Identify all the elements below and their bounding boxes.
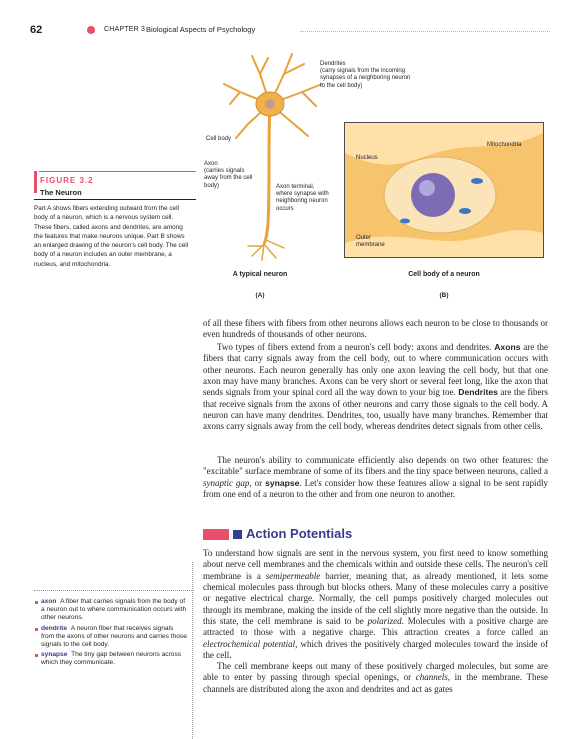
- paragraph-5-text-b: , in the membrane. These channels are distributed along the axon and dendrites and act as gates: [203, 672, 548, 694]
- section-accent-block: [203, 529, 229, 540]
- header-divider: [300, 31, 550, 32]
- paragraph-3-text-b: , or: [249, 477, 266, 488]
- section-bullet-icon: [233, 530, 242, 539]
- glossary-term: synapse: [41, 651, 68, 659]
- running-header: [30, 24, 550, 38]
- paragraph-4-text-b: barrier, meaning that, as already mentioned, it lets some chemical molecules pass through but blocks others. Many of these molecules carry a positive or negative electrical charge. Normally, the cell pumps positively charged molecules out through its membrane, making the inside of the cell slightly more negative than the outside. In this state, the cell membrane is said to be: [203, 570, 548, 627]
- label-axon-terminal-note: where synapse with neighboring neuron occurs: [276, 191, 329, 212]
- figure-caption-text: Part A shows fibers extending outward from the cell body of a neuron, which is a nervous system cell. These fibers, called axons and dendrites, are among the features that make neurons unique. Part B shows an enlarged drawing of the neuron's cell body. The cell body of a neuron includes an outer membrane, a nucleus, and mitochondria.: [34, 205, 189, 268]
- glossary-term: dendrite: [41, 624, 68, 632]
- figure-top-rule: [39, 171, 196, 172]
- paragraph-2: [203, 342, 548, 433]
- glossary-term: axon: [41, 598, 57, 605]
- paragraph-4-text-d: , which drives the positively charged molecules toward the inside of the cell.: [203, 638, 548, 661]
- glossary-definition: The tiny gap between neurons across which they communicate.: [41, 651, 182, 667]
- panel-b-letter: (B): [439, 292, 449, 299]
- figure-label: FIGURE 3.2: [40, 176, 94, 185]
- figure-title-rule: [34, 199, 196, 200]
- glossary-item: [35, 598, 187, 623]
- label-outer-membrane: Outer membrane: [356, 235, 385, 249]
- neuron-illustration: [200, 44, 340, 274]
- paragraph-4: [203, 548, 548, 661]
- chapter-title: Biological Aspects of Psychology: [146, 25, 256, 34]
- paragraph-2-text-c: are the fibers that receive signals from the axons of other neurons and carry those signals to the cell body. A neuron can have many dendrites. Dendrites, too, usually have many branches. Remember that axons carry signals away from the cell body, whereas dendrites detect signals from other cells.: [203, 387, 548, 432]
- glossary-top-rule: [34, 590, 194, 591]
- section-title: Action Potentials: [246, 526, 353, 541]
- figure-panel-b: [344, 122, 544, 300]
- term-axons: Axons: [494, 342, 521, 352]
- page-number: 62: [30, 24, 43, 36]
- glossary-side-rule: [192, 562, 193, 739]
- term-electrochemical-potential: electrochemical potential: [203, 638, 296, 649]
- paragraph-5: [203, 661, 548, 695]
- figure-title: The Neuron: [40, 188, 82, 197]
- header-bullet-icon: [87, 26, 95, 34]
- paragraph-3-text-a: The neuron's ability to communicate efficiently also depends on two other features: the "excitable" surface membrane of some of its fibers and the tiny space between neurons, called a: [203, 455, 548, 477]
- term-dendrites: Dendrites: [458, 387, 498, 398]
- label-mitochondria: Mitochondria: [487, 142, 522, 148]
- glossary-definition: A neuron fiber that receives signals from the axons of other neurons and carries those signals to the cell body.: [41, 624, 187, 649]
- paragraph-3: [203, 455, 548, 500]
- glossary-item: [35, 651, 187, 667]
- paragraph-5-text-a: The cell membrane keeps out many of these positively charged molecules, but some are able to enter by passing through special openings, or: [203, 661, 548, 683]
- panel-a-letter: (A): [255, 292, 265, 299]
- label-dendrites-note: (carry signals from the incoming synapses of a neighboring neuron to the cell body): [320, 68, 411, 89]
- margin-glossary: [35, 598, 187, 670]
- paragraph-2-text-a: Two types of fibers extend from a neuron's cell body: axons and dendrites.: [217, 342, 495, 352]
- term-synaptic-gap: synaptic gap: [203, 477, 250, 488]
- paragraph-2-text-b: are the fibers that carry signals away from the cell body, out to where communication occurs with other neurons. Each neuron generally has only one axon leaving the cell body, but that one axon may have many branches. Axons can be very short or several feet long, like the axon that sends signals from your spinal cord all the way down to your big toe.: [203, 342, 549, 398]
- label-cell-body: Cell body: [206, 136, 232, 142]
- figure-accent-bar: [34, 171, 37, 193]
- label-axon-terminal: Axon terminal,: [276, 184, 315, 190]
- panel-a-caption: A typical neuron: [232, 271, 288, 278]
- label-nucleus: Nucleus: [356, 155, 378, 161]
- label-dendrites: Dendrites: [320, 61, 346, 67]
- label-axon-note: (carries signals away from the cell body): [204, 168, 253, 189]
- label-axon: Axon: [204, 161, 218, 167]
- paragraph-4-text-a: To understand how signals are sent in the nervous system, you first need to know something about nerve cell membranes and the chemicals within and outside these cells. The neuron's cell membrane is a: [203, 548, 548, 581]
- panel-b-caption: Cell body of a neuron: [408, 271, 480, 278]
- chapter-label: CHAPTER 3: [104, 26, 146, 33]
- paragraph-3-text-c: . Let's consider how these features allow a signal to be sent rapidly from one end of a neuron to the other and from one neuron to another.: [203, 477, 548, 500]
- glossary-item: [35, 625, 187, 650]
- paragraph-1: of all these fibers with fibers from other neurons allows each neuron to be close to thousands or even hundreds of thousands of other neurons.: [203, 318, 548, 340]
- paragraph-4-text-c: . Molecules with a positive charge are attracted to those with a negative charge. This attraction creates a force called an: [203, 616, 548, 638]
- term-channels: channels: [415, 672, 448, 683]
- term-polarized: polarized: [367, 616, 402, 627]
- section-heading: [203, 527, 548, 543]
- term-semipermeable: semipermeable: [265, 570, 321, 581]
- glossary-definition: A fiber that carries signals from the body of a neuron out to where communication occurs with other neurons.: [41, 598, 187, 622]
- term-synapse: synapse: [265, 477, 300, 488]
